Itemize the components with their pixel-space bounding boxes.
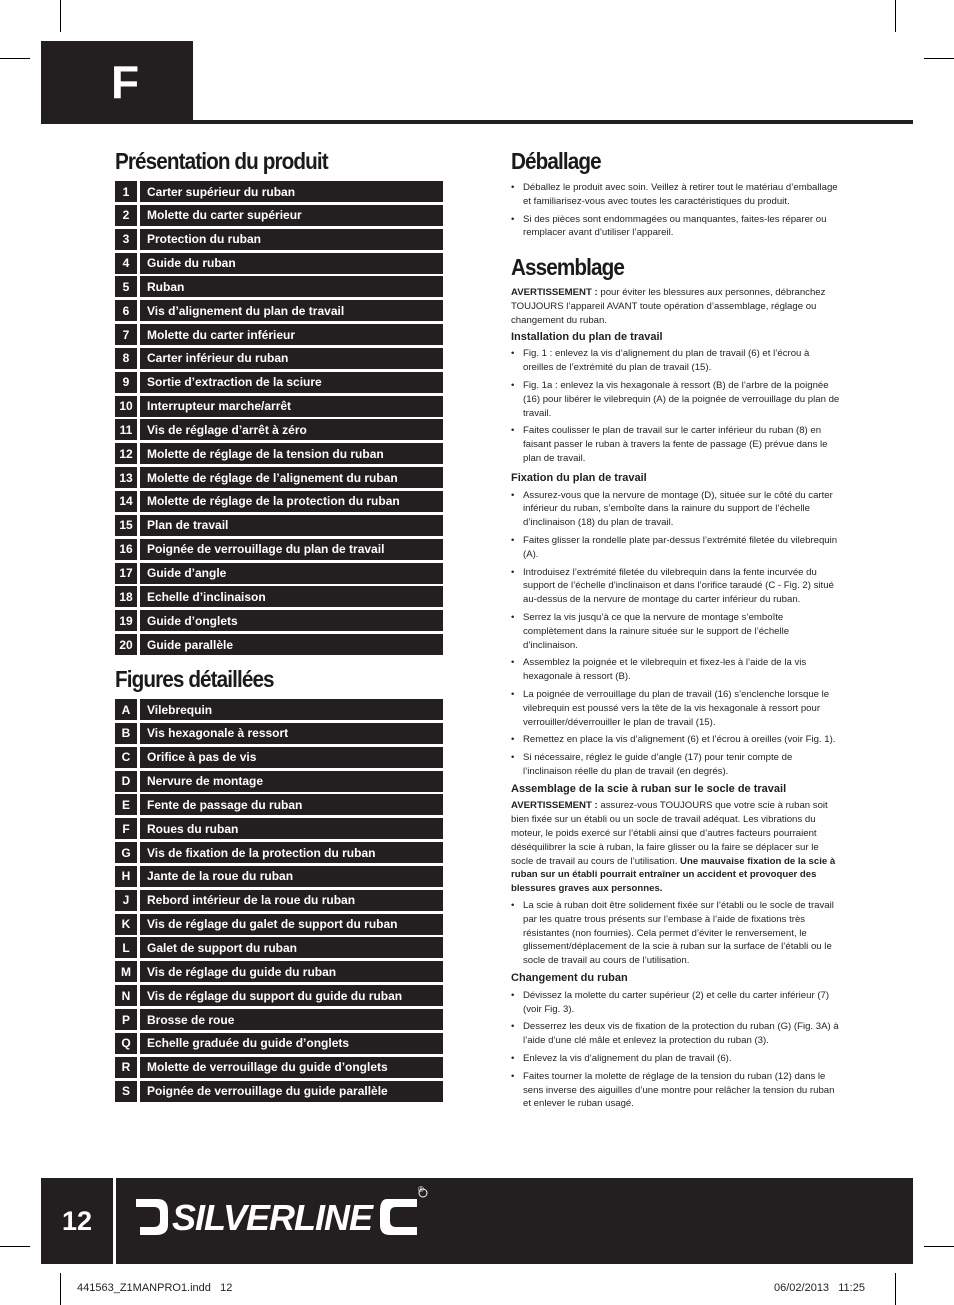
changement-title: Changement du ruban bbox=[511, 972, 628, 985]
list-item bbox=[115, 276, 443, 297]
item-number: 10 bbox=[115, 396, 137, 417]
item-number: 16 bbox=[115, 539, 137, 560]
socle-warning-text: assurez-vous TOUJOURS que votre scie à ruban soit bien fixée sur un établi ou un socle de travail adéquat. Les vibrations du moteur, le poids exercé sur l’établi ainsi que d’autres facteurs pourraient déséquilibrer la scie à ruban, la faire glisser ou la faire se déplacer sur le socle de travail au cours de l’utilisation. bbox=[511, 800, 828, 867]
header-rule bbox=[41, 120, 913, 124]
crop-mark bbox=[60, 1273, 61, 1305]
list-item bbox=[115, 539, 443, 560]
item-label: Jante de la roue du ruban bbox=[140, 866, 443, 887]
item-label: Echelle d’inclinaison bbox=[140, 586, 443, 607]
list-item bbox=[115, 396, 443, 417]
item-number: 3 bbox=[115, 229, 137, 250]
item-label: Rebord intérieur de la roue du ruban bbox=[140, 890, 443, 911]
list-item bbox=[115, 1009, 443, 1030]
list-item bbox=[115, 610, 443, 631]
silverline-logo bbox=[132, 1185, 432, 1250]
item-label: Ruban bbox=[140, 276, 443, 297]
item-number: N bbox=[115, 985, 137, 1006]
item-number: H bbox=[115, 866, 137, 887]
bullet-item: • Fig. 1a : enlevez la vis hexagonale à ressort (B) de l’arbre de la poignée (16) pour libérer le vilebrequin (A) de la poignée de verrouillage du plan de travail. bbox=[511, 379, 841, 420]
language-letter: F bbox=[111, 56, 140, 108]
warning-text: pour éviter les blessures aux personnes, débranchez TOUJOURS l’appareil AVANT toute opération d’assemblage, réglage ou changement du ruban. bbox=[511, 287, 826, 326]
item-label: Brosse de roue bbox=[140, 1009, 443, 1030]
item-label: Molette du carter supérieur bbox=[140, 205, 443, 226]
item-label: Molette du carter inférieur bbox=[140, 324, 443, 345]
language-tab bbox=[41, 41, 193, 123]
list-item bbox=[115, 634, 443, 655]
item-number: 20 bbox=[115, 634, 137, 655]
item-label: Molette de réglage de la protection du ruban bbox=[140, 491, 443, 512]
deballage-bullets bbox=[511, 181, 841, 240]
item-label: Vis de réglage du galet de support du ruban bbox=[140, 914, 443, 935]
crop-mark bbox=[895, 1273, 896, 1305]
item-label: Guide parallèle bbox=[140, 634, 443, 655]
item-number: E bbox=[115, 794, 137, 815]
crop-mark bbox=[0, 1246, 30, 1247]
item-label: Sortie d’extraction de la sciure bbox=[140, 372, 443, 393]
item-number: 18 bbox=[115, 586, 137, 607]
list-item bbox=[115, 723, 443, 744]
list-item bbox=[115, 348, 443, 369]
socle-title: Assemblage de la scie à ruban sur le socle de travail bbox=[511, 782, 787, 795]
item-number: L bbox=[115, 937, 137, 958]
bullet-item: • Enlevez la vis d’alignement du plan de travail (6). bbox=[511, 1052, 841, 1066]
list-item bbox=[115, 443, 443, 464]
item-number: Q bbox=[115, 1033, 137, 1054]
item-number: C bbox=[115, 747, 137, 768]
item-label: Molette de réglage de l’alignement du ruban bbox=[140, 467, 443, 488]
item-number: K bbox=[115, 914, 137, 935]
figures-title: Figures détaillées bbox=[115, 666, 274, 693]
list-item bbox=[115, 229, 443, 250]
item-number: 9 bbox=[115, 372, 137, 393]
bullet-item: • Dévissez la molette du carter supérieur (2) et celle du carter inférieur (7) (voir Fig. 3). bbox=[511, 989, 841, 1017]
item-number: B bbox=[115, 723, 137, 744]
list-item bbox=[115, 491, 443, 512]
registered-mark: ® bbox=[418, 1185, 424, 1194]
item-label: Vis d’alignement du plan de travail bbox=[140, 300, 443, 321]
socle-warning bbox=[511, 799, 841, 896]
bullet-item: • Assurez-vous que la nervure de montage (D), située sur le côté du carter inférieur du ruban, s’emboîte dans la rainure du support de l’échelle d’inclinaison (18) du plan de travail. bbox=[511, 489, 841, 530]
item-label: Vis hexagonale à ressort bbox=[140, 723, 443, 744]
item-label: Carter supérieur du ruban bbox=[140, 181, 443, 202]
list-item bbox=[115, 794, 443, 815]
fixation-title: Fixation du plan de travail bbox=[511, 471, 647, 484]
bullet-item: • Fig. 1 : enlevez la vis d’alignement du plan de travail (6) et l’écrou à oreilles de l’extrémité du plan de travail (15). bbox=[511, 347, 841, 375]
item-label: Orifice à pas de vis bbox=[140, 747, 443, 768]
list-item bbox=[115, 985, 443, 1006]
item-label: Molette de verrouillage du guide d’onglets bbox=[140, 1057, 443, 1078]
bullet-item: • Si nécessaire, réglez le guide d’angle (17) pour tenir compte de l’inclinaison réelle du plan de travail (en degrés). bbox=[511, 751, 841, 779]
left-column bbox=[115, 148, 443, 1104]
item-label: Vis de réglage du guide du ruban bbox=[140, 961, 443, 982]
list-item bbox=[115, 842, 443, 863]
list-item bbox=[115, 961, 443, 982]
item-number: 2 bbox=[115, 205, 137, 226]
list-item bbox=[115, 914, 443, 935]
assemblage-warning bbox=[511, 286, 841, 327]
item-number: J bbox=[115, 890, 137, 911]
item-number: 14 bbox=[115, 491, 137, 512]
list-item bbox=[115, 586, 443, 607]
item-number: F bbox=[115, 818, 137, 839]
product-parts-list bbox=[115, 181, 443, 655]
footer-divider bbox=[113, 1178, 116, 1264]
bullet-item: • La scie à ruban doit être solidement fixée sur l’établi ou le socle de travail par les quatre trous présents sur l’embase à l’aide de fixations très résistantes (non fournies). Cela permet d’éviter le renversement, le glissement/déplacement de la scie à ruban sur la surface de l’établi ou le socle de travail au cours de l’utilisation. bbox=[511, 899, 841, 968]
list-item bbox=[115, 890, 443, 911]
bullet-item: • Remettez en place la vis d’alignement (6) et l’écrou à oreilles (voir Fig. 1). bbox=[511, 733, 841, 747]
list-item bbox=[115, 818, 443, 839]
bullet-item: • Faites glisser la rondelle plate par-dessus l’extrémité filetée du vilebrequin (A). bbox=[511, 534, 841, 562]
item-number: 13 bbox=[115, 467, 137, 488]
item-label: Protection du ruban bbox=[140, 229, 443, 250]
item-number: 6 bbox=[115, 300, 137, 321]
svg-text:SILVERLINE: SILVERLINE bbox=[172, 1197, 373, 1238]
socle-warning-bold: Une mauvaise fixation de la scie à ruban sur un établi pourrait entraîner un accident et provoquer des blessures graves aux personnes. bbox=[511, 855, 836, 895]
list-item bbox=[115, 324, 443, 345]
item-label: Carter inférieur du ruban bbox=[140, 348, 443, 369]
item-label: Fente de passage du ruban bbox=[140, 794, 443, 815]
socle-bullets bbox=[511, 899, 841, 968]
crop-mark bbox=[0, 58, 30, 59]
item-number: A bbox=[115, 699, 137, 720]
date-info: 06/02/2013 11:25 bbox=[774, 1282, 865, 1294]
list-item bbox=[115, 419, 443, 440]
bullet-item: • Faites tourner la molette de réglage de la tension du ruban (12) dans le sens inverse des aiguilles d’une montre pour relâcher la tension du ruban et enlever le ruban usagé. bbox=[511, 1070, 841, 1111]
item-label: Nervure de montage bbox=[140, 771, 443, 792]
install-title: Installation du plan de travail bbox=[511, 330, 663, 343]
item-label: Interrupteur marche/arrêt bbox=[140, 396, 443, 417]
item-number: 4 bbox=[115, 253, 137, 274]
fixation-bullets bbox=[511, 489, 841, 779]
item-label: Echelle graduée du guide d’onglets bbox=[140, 1033, 443, 1054]
list-item bbox=[115, 699, 443, 720]
item-number: R bbox=[115, 1057, 137, 1078]
list-item bbox=[115, 563, 443, 584]
item-label: Vis de réglage d’arrêt à zéro bbox=[140, 419, 443, 440]
bullet-item: • Desserrez les deux vis de fixation de la protection du ruban (G) (Fig. 3A) à l’aide d’une clé mâle et enlevez la protection du ruban (3). bbox=[511, 1020, 841, 1048]
list-item bbox=[115, 1081, 443, 1102]
item-label: Galet de support du ruban bbox=[140, 937, 443, 958]
deballage-title: Déballage bbox=[511, 148, 601, 174]
item-label: Vis de réglage du support du guide du ruban bbox=[140, 985, 443, 1006]
item-number: G bbox=[115, 842, 137, 863]
list-item bbox=[115, 372, 443, 393]
list-item bbox=[115, 937, 443, 958]
item-label: Poignée de verrouillage du plan de travail bbox=[140, 539, 443, 560]
silverline-logo-icon bbox=[132, 1185, 432, 1245]
item-label: Guide d’angle bbox=[140, 563, 443, 584]
item-number: 19 bbox=[115, 610, 137, 631]
presentation-title: Présentation du produit bbox=[115, 148, 328, 174]
right-column bbox=[511, 148, 841, 1115]
item-number: M bbox=[115, 961, 137, 982]
item-label: Vilebrequin bbox=[140, 699, 443, 720]
list-item bbox=[115, 771, 443, 792]
item-label: Guide d’onglets bbox=[140, 610, 443, 631]
list-item bbox=[115, 467, 443, 488]
warning-label: AVERTISSEMENT : bbox=[511, 287, 598, 299]
bullet-item: • Si des pièces sont endommagées ou manquantes, faites-les réparer ou remplacer avant d’utiliser l’appareil. bbox=[511, 213, 841, 241]
page-number: 12 bbox=[61, 1205, 93, 1236]
assemblage-title: Assemblage bbox=[511, 254, 624, 281]
item-number: 15 bbox=[115, 515, 137, 536]
changement-bullets bbox=[511, 989, 841, 1111]
item-label: Roues du ruban bbox=[140, 818, 443, 839]
bullet-item: • Faites coulisser le plan de travail sur le carter inférieur du ruban (8) en faisant passer le ruban à travers la fente de passage (E) prévue dans le plan de travail. bbox=[511, 424, 841, 465]
install-bullets bbox=[511, 347, 841, 465]
bullet-item: • La poignée de verrouillage du plan de travail (16) s’enclenche lorsque le vilebrequin est poussé vers la tête de la vis hexagonale à ressort pour verrouiller/déverrouiller le plan de travail (15). bbox=[511, 688, 841, 729]
bullet-item: • Introduisez l’extrémité filetée du vilebrequin dans la fente incurvée du support de l’échelle d’inclinaison et dans l’orifice taraudé (C - Fig. 2) situé au-dessus de la nervure de montage du carter inférieur du ruban. bbox=[511, 566, 841, 607]
list-item bbox=[115, 1057, 443, 1078]
list-item bbox=[115, 205, 443, 226]
item-label: Poignée de verrouillage du guide parallèle bbox=[140, 1081, 443, 1102]
item-number: S bbox=[115, 1081, 137, 1102]
item-number: 12 bbox=[115, 443, 137, 464]
list-item bbox=[115, 181, 443, 202]
item-number: 7 bbox=[115, 324, 137, 345]
socle-warning-label: AVERTISSEMENT : bbox=[511, 800, 598, 812]
item-label: Guide du ruban bbox=[140, 253, 443, 274]
item-label: Vis de fixation de la protection du ruban bbox=[140, 842, 443, 863]
bullet-item: • Assemblez la poignée et le vilebrequin et fixez-les à l’aide de la vis hexagonale à ressort (B). bbox=[511, 656, 841, 684]
bullet-item: • Déballez le produit avec soin. Veillez à retirer tout le matériau d’emballage et familiarisez-vous avec toutes les caractéristiques du produit. bbox=[511, 181, 841, 209]
crop-mark bbox=[924, 1246, 954, 1247]
item-number: 5 bbox=[115, 276, 137, 297]
bullet-item: • Serrez la vis jusqu’à ce que la nervure de montage s’emboîte complètement dans la rainure située sur le support de l’échelle d’inclinaison. bbox=[511, 611, 841, 652]
figures-list bbox=[115, 699, 443, 1102]
item-label: Molette de réglage de la tension du ruban bbox=[140, 443, 443, 464]
item-number: D bbox=[115, 771, 137, 792]
list-item bbox=[115, 866, 443, 887]
crop-mark bbox=[60, 0, 61, 32]
list-item bbox=[115, 747, 443, 768]
item-number: 8 bbox=[115, 348, 137, 369]
list-item bbox=[115, 1033, 443, 1054]
item-number: 17 bbox=[115, 563, 137, 584]
list-item bbox=[115, 300, 443, 321]
crop-mark bbox=[924, 58, 954, 59]
file-info: 441563_Z1MANPRO1.indd 12 bbox=[77, 1282, 233, 1294]
item-label: Plan de travail bbox=[140, 515, 443, 536]
item-number: 1 bbox=[115, 181, 137, 202]
crop-mark bbox=[895, 0, 896, 32]
list-item bbox=[115, 253, 443, 274]
item-number: 11 bbox=[115, 419, 137, 440]
list-item bbox=[115, 515, 443, 536]
item-number: P bbox=[115, 1009, 137, 1030]
